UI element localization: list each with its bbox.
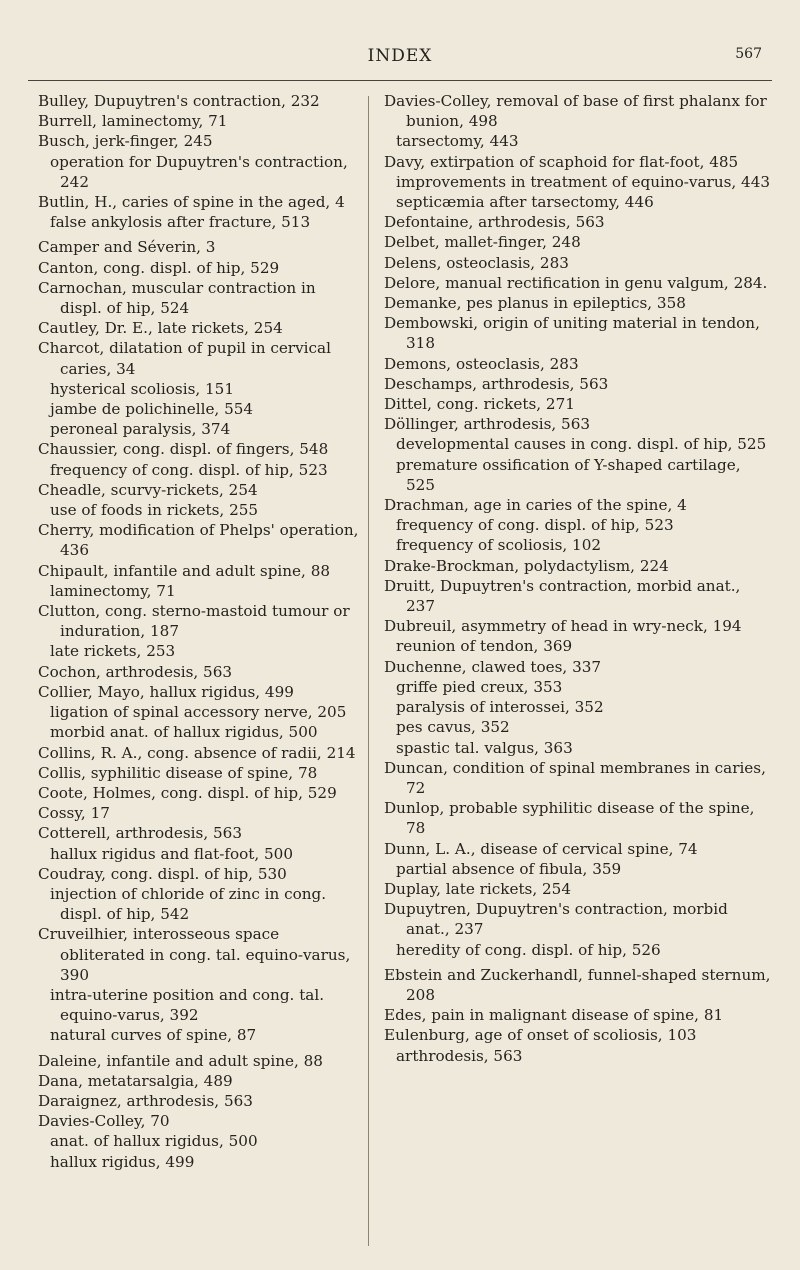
index-entry: Duchenne, clawed toes, 337 xyxy=(384,657,602,676)
index-entry: Duplay, late rickets, 254 xyxy=(384,879,571,898)
index-entry: Cautley, Dr. E., late rickets, 254 xyxy=(38,319,283,338)
index-entry: Dittel, cong. rickets, 271 xyxy=(384,395,575,414)
index-entry: Ebstein and Zuckerhandl, funnel-shaped sternum, 208 xyxy=(384,965,771,1004)
index-subentry: tarsectomy, 443 xyxy=(396,132,519,151)
index-entry: Demons, osteoclasis, 283 xyxy=(384,354,579,373)
index-entry: Davies-Colley, removal of base of first phalanx for bunion, 498 xyxy=(384,92,767,131)
index-subentry: premature ossification of Y-shaped cartilage, 525 xyxy=(396,455,741,494)
index-subentry: hallux rigidus, 499 xyxy=(50,1152,195,1171)
index-subentry: frequency of cong. displ. of hip, 523 xyxy=(50,460,328,479)
index-entry: Dembowski, origin of uniting material in tendon, 318 xyxy=(384,314,760,353)
index-entry: Davies-Colley, 70 xyxy=(38,1112,170,1131)
index-subentry: improvements in treatment of equino-varus, 443 xyxy=(396,172,771,191)
index-entry: Butlin, H., caries of spine in the aged, 4 xyxy=(38,193,345,212)
index-entry: Chaussier, cong. displ. of fingers, 548 xyxy=(38,440,329,459)
index-subentry: frequency of scoliosis, 102 xyxy=(396,536,602,555)
index-entry: Collier, Mayo, hallux rigidus, 499 xyxy=(38,682,294,701)
index-entry: Charcot, dilatation of pupil in cervical caries, 34 xyxy=(38,339,331,378)
index-entry: Cheadle, scurvy-rickets, 254 xyxy=(38,480,258,499)
index-subentry: griffe pied creux, 353 xyxy=(396,677,563,696)
index-subentry: heredity of cong. displ. of hip, 526 xyxy=(396,940,661,959)
right-column xyxy=(384,91,774,1066)
index-subentry: arthrodesis, 563 xyxy=(396,1046,523,1065)
index-entry: Cochon, arthrodesis, 563 xyxy=(38,662,233,681)
index-entry: Druitt, Dupuytren's contraction, morbid anat., 237 xyxy=(384,576,741,616)
index-entry: Drachman, age in caries of the spine, 4 xyxy=(384,496,687,515)
index-subentry: injection of chloride of zinc in cong. displ. of hip, 542 xyxy=(50,884,327,924)
index-entry: Dana, metatarsalgia, 489 xyxy=(38,1071,233,1090)
index-entry: Duncan, condition of spinal membranes in caries, 72 xyxy=(384,758,766,797)
index-subentry: false ankylosis after fracture, 513 xyxy=(50,213,311,232)
index-subentry: jambe de polichinelle, 554 xyxy=(50,400,254,419)
index-entry: Coudray, cong. displ. of hip, 530 xyxy=(38,864,287,883)
header-rule xyxy=(28,80,772,81)
index-entry: Collis, syphilitic disease of spine, 78 xyxy=(38,763,318,782)
index-entry: Dunn, L. A., disease of cervical spine, 74 xyxy=(384,839,698,858)
index-subentry: hysterical scoliosis, 151 xyxy=(50,379,235,398)
index-subentry: natural curves of spine, 87 xyxy=(50,1026,257,1045)
index-entry: Demanke, pes planus in epileptics, 358 xyxy=(384,294,686,313)
page-number: 567 xyxy=(735,46,762,62)
index-entry: Daleine, infantile and adult spine, 88 xyxy=(38,1051,323,1070)
index-subentry: pes cavus, 352 xyxy=(396,718,510,737)
index-entry: Busch, jerk-finger, 245 xyxy=(38,132,213,151)
index-entry: Collins, R. A., cong. absence of radii, 214 xyxy=(38,743,356,762)
index-entry: Davy, extirpation of scaphoid for flat-foot, 485 xyxy=(384,152,739,171)
index-entry: Chipault, infantile and adult spine, 88 xyxy=(38,561,331,580)
index-entry: Cotterell, arthrodesis, 563 xyxy=(38,824,242,843)
page-title: INDEX xyxy=(367,46,433,66)
index-entry: Delens, osteoclasis, 283 xyxy=(384,253,569,272)
index-entry: Delbet, mallet-finger, 248 xyxy=(384,233,581,252)
index-entry: Burrell, laminectomy, 71 xyxy=(38,112,228,131)
index-subentry: developmental causes in cong. displ. of hip, 525 xyxy=(396,435,767,454)
index-entry: Dupuytren, Dupuytren's contraction, morbid anat., 237 xyxy=(384,900,728,939)
index-subentry: laminectomy, 71 xyxy=(50,581,176,600)
column-divider xyxy=(368,96,369,1246)
index-subentry: septicæmia after tarsectomy, 446 xyxy=(396,193,654,212)
left-column xyxy=(38,91,360,1172)
index-subentry: hallux rigidus and flat-foot, 500 xyxy=(50,844,294,863)
index-entry: Clutton, cong. sterno-mastoid tumour or induration, 187 xyxy=(38,602,350,641)
index-subentry: intra-uterine position and cong. tal. equino-varus, 392 xyxy=(50,985,325,1025)
index-entry: Dunlop, probable syphilitic disease of the spine, 78 xyxy=(384,799,755,838)
index-entry: Cherry, modification of Phelps' operation, 436 xyxy=(38,521,359,560)
index-subentry: spastic tal. valgus, 363 xyxy=(396,738,573,757)
index-subentry: morbid anat. of hallux rigidus, 500 xyxy=(50,723,318,742)
index-subentry: partial absence of fibula, 359 xyxy=(396,859,622,878)
index-entry: Döllinger, arthrodesis, 563 xyxy=(384,415,591,434)
index-entry: Delore, manual rectification in genu valgum, 284. xyxy=(384,273,768,292)
index-subentry: operation for Dupuytren's contraction, 242 xyxy=(50,152,348,191)
index-entry: Cossy, 17 xyxy=(38,804,110,823)
index-subentry: paralysis of interossei, 352 xyxy=(396,698,604,717)
index-entry: Drake-Brockman, polydactylism, 224 xyxy=(384,556,669,575)
index-entry: Cruveilhier, interosseous space obliterated in cong. tal. equino-varus, 390 xyxy=(38,925,351,984)
index-entry: Edes, pain in malignant disease of spine, 81 xyxy=(384,1006,724,1025)
index-subentry: reunion of tendon, 369 xyxy=(396,637,573,656)
index-entry: Eulenburg, age of onset of scoliosis, 103 xyxy=(384,1026,697,1045)
index-subentry: use of foods in rickets, 255 xyxy=(50,501,259,520)
index-subentry: ligation of spinal accessory nerve, 205 xyxy=(50,703,347,722)
index-entry: Coote, Holmes, cong. displ. of hip, 529 xyxy=(38,783,337,802)
index-entry: Carnochan, muscular contraction in displ. of hip, 524 xyxy=(38,278,316,318)
index-subentry: frequency of cong. displ. of hip, 523 xyxy=(396,516,674,535)
index-subentry: late rickets, 253 xyxy=(50,642,176,661)
index-entry: Dubreuil, asymmetry of head in wry-neck, 194 xyxy=(384,617,742,636)
index-entry: Bulley, Dupuytren's contraction, 232 xyxy=(38,92,320,110)
index-entry: Canton, cong. displ. of hip, 529 xyxy=(38,258,280,277)
index-entry: Deschamps, arthrodesis, 563 xyxy=(384,374,609,393)
index-subentry: anat. of hallux rigidus, 500 xyxy=(50,1132,258,1151)
index-entry: Camper and Séverin, 3 xyxy=(38,238,216,257)
index-entry: Daraignez, arthrodesis, 563 xyxy=(38,1091,253,1110)
index-entry: Defontaine, arthrodesis, 563 xyxy=(384,213,605,232)
index-subentry: peroneal paralysis, 374 xyxy=(50,420,231,439)
